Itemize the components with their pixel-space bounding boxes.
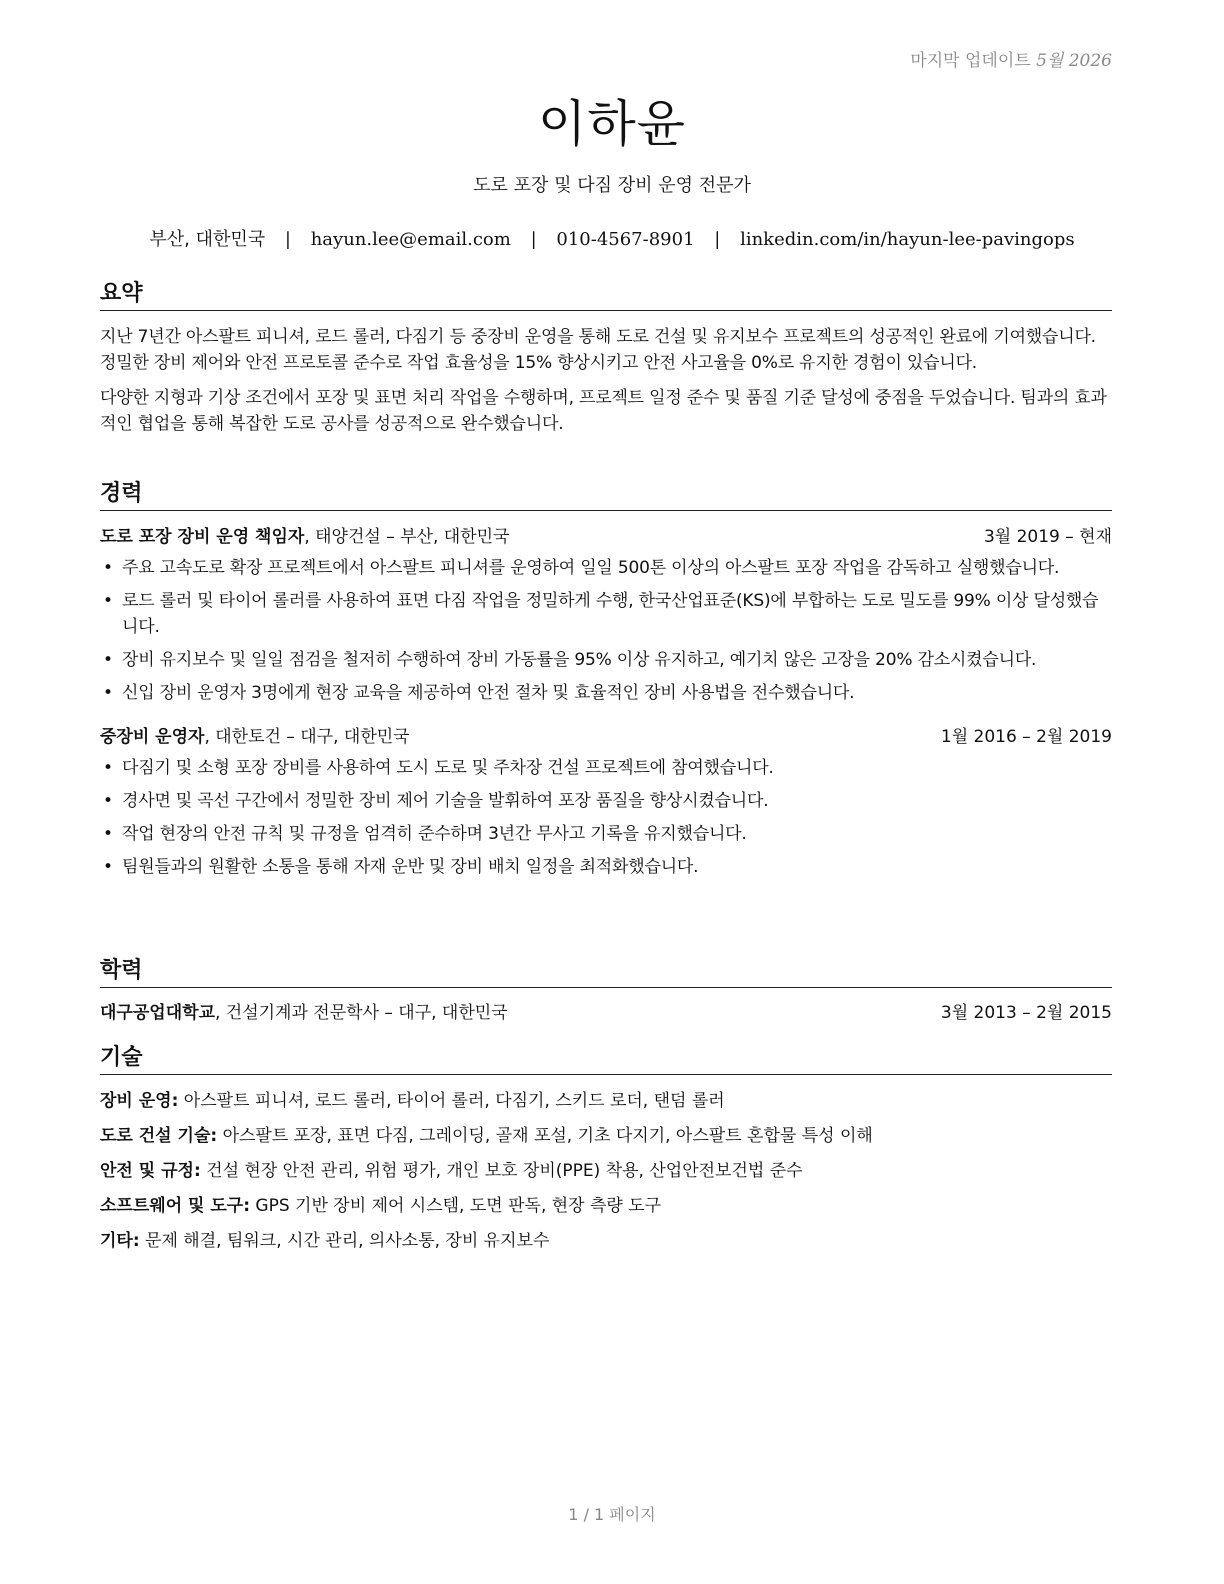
- last-updated-year: 2026: [1068, 51, 1112, 71]
- skill-row: 안전 및 규정: 건설 현장 안전 관리, 위험 평가, 개인 보호 장비(PPE) 착용, 산업안전보건법 준수: [100, 1161, 803, 1181]
- job-role: 중장비 운영자: [100, 727, 205, 747]
- contact-linkedin[interactable]: linkedin.com/in/hayun-lee-pavingops: [740, 229, 1075, 250]
- skills-section: [100, 1040, 1112, 1263]
- education-entry: [100, 1000, 1112, 1026]
- education-dates: 3월 2013 – 2월 2015: [940, 1003, 1112, 1023]
- list-item: • 팀원들과의 원활한 소통을 통해 자재 운반 및 장비 배치 일정을 최적화했습니다.: [103, 857, 699, 877]
- resume-name: 이하윤: [538, 95, 686, 153]
- section-title-education: 학력: [100, 953, 1112, 988]
- contact-location: 부산, 대한민국: [149, 229, 266, 250]
- list-item: • 로드 롤러 및 타이어 롤러를 사용하여 표면 다짐 작업을 정밀하게 수행, 한국산업표준(KS)에 부합하는 도로 밀도를 99% 이상 달성했습니다.: [103, 591, 1099, 637]
- contact-separator: |: [284, 229, 291, 250]
- education-school: 대구공업대학교: [100, 1003, 215, 1023]
- list-item: • 경사면 및 곡선 구간에서 정밀한 장비 제어 기술을 발휘하여 포장 품질을 향상시켰습니다.: [103, 791, 769, 811]
- list-item: • 다짐기 및 소형 포장 장비를 사용하여 도시 도로 및 주차장 건설 프로젝트에 참여했습니다.: [103, 758, 774, 778]
- page-number: 1 / 1 페이지: [568, 1505, 656, 1524]
- skill-row: 장비 운영: 아스팔트 피니셔, 로드 롤러, 타이어 롤러, 다짐기, 스키드 로더, 탠덤 롤러: [100, 1091, 725, 1111]
- list-item: • 작업 현장의 안전 규칙 및 규정을 엄격히 준수하며 3년간 무사고 기록을 유지했습니다.: [103, 824, 747, 844]
- job-header: [100, 524, 1112, 550]
- summary-paragraph: 지난 7년간 아스팔트 피니셔, 로드 롤러, 다짐기 등 중장비 운영을 통해 도로 건설 및 유지보수 프로젝트의 성공적인 완료에 기여했습니다. 정밀한 장비 제어와 안전 프로토콜 준수로 작업 효율성을 15% 향상시키고 안전 사고율을 0%로 유지한 경험이 있습니다.: [100, 327, 1096, 373]
- experience-section: [100, 476, 1112, 887]
- skill-row: 소프트웨어 및 도구: GPS 기반 장비 제어 시스템, 도면 판독, 현장 측량 도구: [100, 1196, 662, 1216]
- contact-separator: |: [530, 229, 537, 250]
- section-title-experience: 경력: [100, 476, 1112, 511]
- skill-row: 도로 건설 기술: 아스팔트 포장, 표면 다짐, 그레이딩, 골재 포설, 기초 다지기, 아스팔트 혼합물 특성 이해: [100, 1126, 873, 1146]
- job-bullets: [100, 555, 1112, 706]
- job-header: [100, 724, 1112, 750]
- last-updated-month: 5월: [1036, 51, 1064, 71]
- education-section: [100, 953, 1112, 1026]
- job-dates: 1월 2016 – 2월 2019: [940, 727, 1112, 747]
- summary-paragraph: 다양한 지형과 기상 조건에서 포장 및 표면 처리 작업을 수행하며, 프로젝트 일정 준수 및 품질 기준 달성에 중점을 두었습니다. 팀과의 효과적인 협업을 통해 복잡한 도로 공사를 성공적으로 완수했습니다.: [100, 388, 1107, 434]
- skill-row: 기타: 문제 해결, 팀워크, 시간 관리, 의사소통, 장비 유지보수: [100, 1231, 550, 1251]
- contact-line: [0, 225, 1224, 251]
- last-updated: [910, 46, 1112, 71]
- education-detail: , 건설기계과 전문학사 – 대구, 대한민국: [214, 1003, 508, 1023]
- job-org: , 대한토건 – 대구, 대한민국: [204, 727, 410, 747]
- job-entry: [100, 524, 1112, 706]
- list-item: • 신입 장비 운영자 3명에게 현장 교육을 제공하여 안전 절차 및 효율적인 장비 사용법을 전수했습니다.: [103, 683, 855, 703]
- section-title-summary: 요약: [100, 276, 1112, 311]
- section-title-skills: 기술: [100, 1040, 1112, 1075]
- contact-separator: |: [714, 229, 721, 250]
- job-org: , 태양건설 – 부산, 대한민국: [304, 527, 510, 547]
- list-item: • 장비 유지보수 및 일일 점검을 철저히 수행하여 장비 가동률을 95% 이상 유지하고, 예기치 않은 고장을 20% 감소시켰습니다.: [103, 650, 1037, 670]
- job-role: 도로 포장 장비 운영 책임자: [100, 527, 305, 547]
- resume-headline: 도로 포장 및 다짐 장비 운영 전문가: [473, 175, 751, 196]
- list-item: • 주요 고속도로 확장 프로젝트에서 아스팔트 피니셔를 운영하여 일일 500톤 이상의 아스팔트 포장 작업을 감독하고 실행했습니다.: [103, 558, 1060, 578]
- job-dates: 3월 2019 – 현재: [983, 527, 1112, 547]
- last-updated-prefix: 마지막 업데이트: [910, 51, 1031, 71]
- contact-email[interactable]: hayun.lee@email.com: [310, 229, 511, 250]
- contact-phone[interactable]: 010-4567-8901: [556, 229, 695, 250]
- summary-section: [100, 276, 1112, 437]
- job-bullets: [100, 755, 1112, 880]
- job-entry: [100, 724, 1112, 880]
